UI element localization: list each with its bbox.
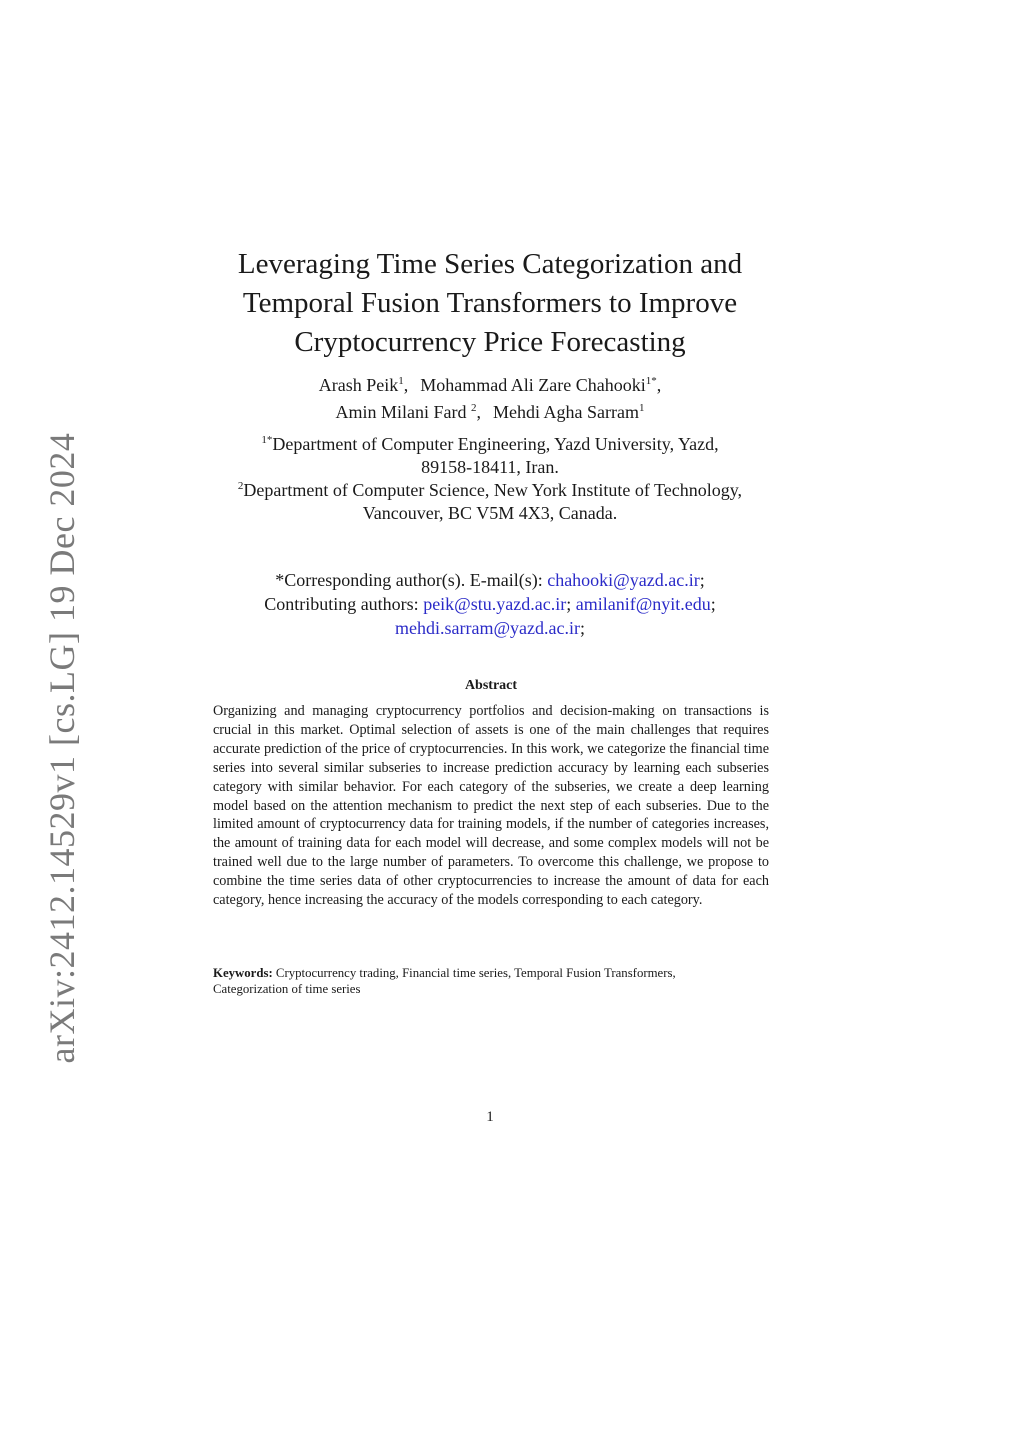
affiliation-line: $^{1*}$Department of Computer Engineering, Yazd University, Yazd, xyxy=(261,434,719,454)
author-line: Amin Milani Fard $^2$, Mehdi Agha Sarram$^1$ xyxy=(335,402,645,422)
author-name: Amin Milani Fard xyxy=(335,402,472,422)
contributor-email-link[interactable]: amilanif@nyit.edu xyxy=(575,594,711,614)
corresponding-author-line: *Corresponding author(s). E-mail(s): chahooki@yazd.ac.ir; xyxy=(275,570,705,590)
author-line: Arash Peik$^1$, Mohammad Ali Zare Chahooki$^{1*}$, xyxy=(318,375,662,395)
title-line: Temporal Fusion Transformers to Improve xyxy=(242,287,738,320)
affiliation-line: $^2$Department of Computer Science, New York Institute of Technology, xyxy=(237,480,743,500)
author-affiliation-mark: 2 xyxy=(471,402,477,414)
keywords-text: Cryptocurrency trading, Financial time series, Temporal Fusion Transformers, Categorization of time series xyxy=(213,966,676,996)
keywords-label: Keywords: xyxy=(213,966,273,980)
arxiv-identifier-stamp: arXiv:2412.14529v1 [cs.LG] 19 Dec 2024 xyxy=(42,432,82,1064)
affiliation-line: Vancouver, BC V5M 4X3, Canada. xyxy=(362,503,618,523)
title-line: Cryptocurrency Price Forecasting xyxy=(294,326,686,359)
author-name: Mehdi Agha Sarram xyxy=(493,402,639,422)
keywords xyxy=(213,965,713,997)
corresponding-email-link[interactable]: chahooki@yazd.ac.ir xyxy=(547,570,700,590)
author-affiliation-mark: 1 xyxy=(638,402,645,414)
author-affiliation-mark: 1* xyxy=(645,375,657,387)
author-list xyxy=(150,372,830,426)
abstract-text: Organizing and managing cryptocurrency portfolios and decision-making on transactions is crucial in this market. Optimal selection of assets is one of the main challenges that requires accurate prediction of the price of cryptocurrencies. In this work, we categorize the financial time series into several similar subseries to increase prediction accuracy by learning each subseries category with similar behavior. For each category of the subseries, we create a deep learning model based on the attention mechanism to predict the next step of each subseries. Due to the limited amount of cryptocurrency data for training models, if the number of categories increases, the amount of training data for each model will decrease, and some complex models will not be trained well due to the large number of parameters. To overcome this challenge, we propose to combine the time series data of other cryptocurrencies to increase the amount of data for each category, hence increasing the accuracy of the models corresponding to each category. xyxy=(213,703,769,909)
contributing-authors-line: mehdi.sarram@yazd.ac.ir; xyxy=(394,618,585,638)
paper-title xyxy=(200,245,780,362)
author-affiliation-mark: 1 xyxy=(398,375,404,387)
contributing-authors-line: Contributing authors: peik@stu.yazd.ac.ir; amilanif@nyit.edu; xyxy=(264,594,716,614)
abstract-heading: Abstract xyxy=(464,678,518,693)
contact-block xyxy=(150,568,830,640)
affiliation-line: 89158-18411, Iran. xyxy=(421,457,559,477)
page-number: 1 xyxy=(486,1109,494,1125)
contributor-email-link[interactable]: peik@stu.yazd.ac.ir xyxy=(423,594,567,614)
author-name: Mohammad Ali Zare Chahooki xyxy=(420,375,646,395)
affiliation-mark: 2 xyxy=(237,480,244,492)
affiliation-list xyxy=(150,433,830,525)
title-line: Leveraging Time Series Categorization and xyxy=(237,248,743,281)
author-name: Arash Peik xyxy=(318,375,399,395)
contributor-email-link[interactable]: mehdi.sarram@yazd.ac.ir xyxy=(394,618,580,638)
affiliation-mark: 1* xyxy=(261,434,273,446)
